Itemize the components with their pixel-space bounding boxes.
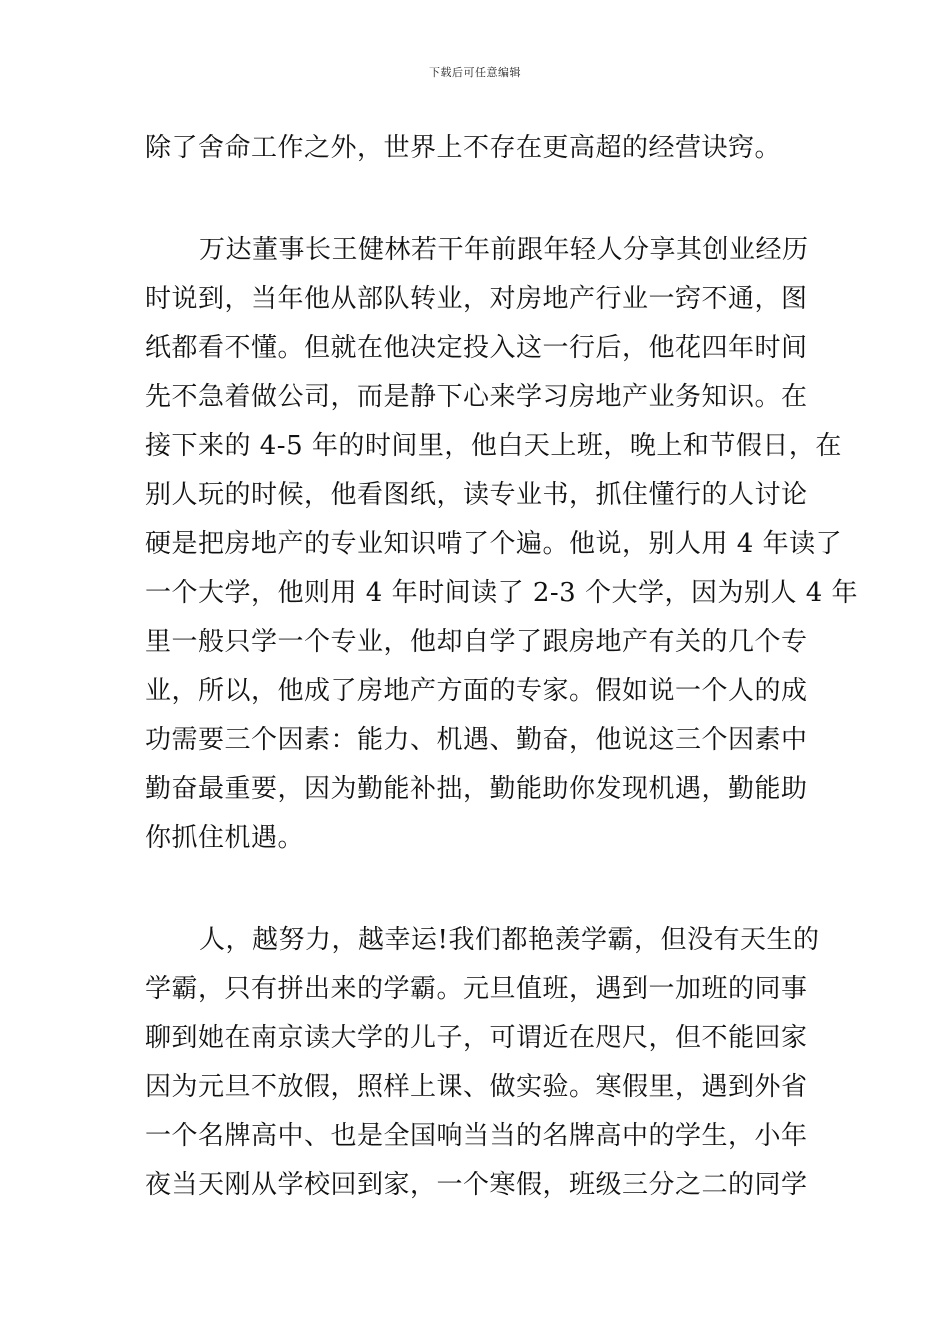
text-line: 别人玩的时候，他看图纸，读专业书，抓住懂行的人讨论 bbox=[145, 480, 808, 510]
text-line: 接下来的 4-5 年的时间里，他白天上班，晚上和节假日，在 bbox=[145, 431, 842, 461]
text-line: 除了舍命工作之外，世界上不存在更高超的经营诀窍。 bbox=[145, 133, 782, 163]
text-line: 先不急着做公司，而是静下心来学习房地产业务知识。在 bbox=[145, 382, 808, 412]
text-line: 硬是把房地产的专业知识啃了个遍。他说，别人用 4 年读了 bbox=[145, 529, 843, 559]
text-line: 聊到她在南京读大学的儿子，可谓近在咫尺，但不能回家 bbox=[145, 1023, 808, 1053]
text-line: 万达董事长王健林若干年前跟年轻人分享其创业经历 bbox=[199, 235, 809, 265]
text-line: 学霸，只有拼出来的学霸。元旦值班，遇到一加班的同事 bbox=[145, 974, 808, 1004]
text-line: 功需要三个因素：能力、机遇、勤奋，他说这三个因素中 bbox=[145, 725, 808, 755]
text-line: 因为元旦不放假，照样上课、做实验。寒假里，遇到外省 bbox=[145, 1072, 808, 1102]
paragraph-gap bbox=[145, 863, 807, 916]
text-line: 人，越努力，越幸运!我们都艳羡学霸，但没有天生的 bbox=[199, 925, 820, 955]
page-header: 下载后可任意编辑 bbox=[429, 66, 521, 79]
paragraph bbox=[145, 916, 820, 1210]
paragraph bbox=[145, 226, 859, 863]
text-line: 时说到，当年他从部队转业，对房地产行业一窍不通，图 bbox=[145, 284, 808, 314]
text-line: 一个大学，他则用 4 年时间读了 2-3 个大学，因为别人 4 年 bbox=[145, 578, 859, 608]
text-line: 勤奋最重要，因为勤能补拙，勤能助你发现机遇，勤能助 bbox=[145, 774, 808, 804]
text-line: 你抓住机遇。 bbox=[145, 823, 305, 853]
text-line: 纸都看不懂。但就在他决定投入这一行后，他花四年时间 bbox=[145, 333, 808, 363]
text-line: 一个名牌高中、也是全国响当当的名牌高中的学生，小年 bbox=[145, 1121, 808, 1151]
document-body bbox=[145, 124, 859, 1210]
text-line: 夜当天刚从学校回到家，一个寒假，班级三分之二的同学 bbox=[145, 1170, 808, 1200]
text-line: 里一般只学一个专业，他却自学了跟房地产有关的几个专 bbox=[145, 627, 808, 657]
paragraph-gap bbox=[145, 173, 807, 226]
text-line: 业，所以，他成了房地产方面的专家。假如说一个人的成 bbox=[145, 676, 808, 706]
paragraph bbox=[145, 124, 807, 173]
